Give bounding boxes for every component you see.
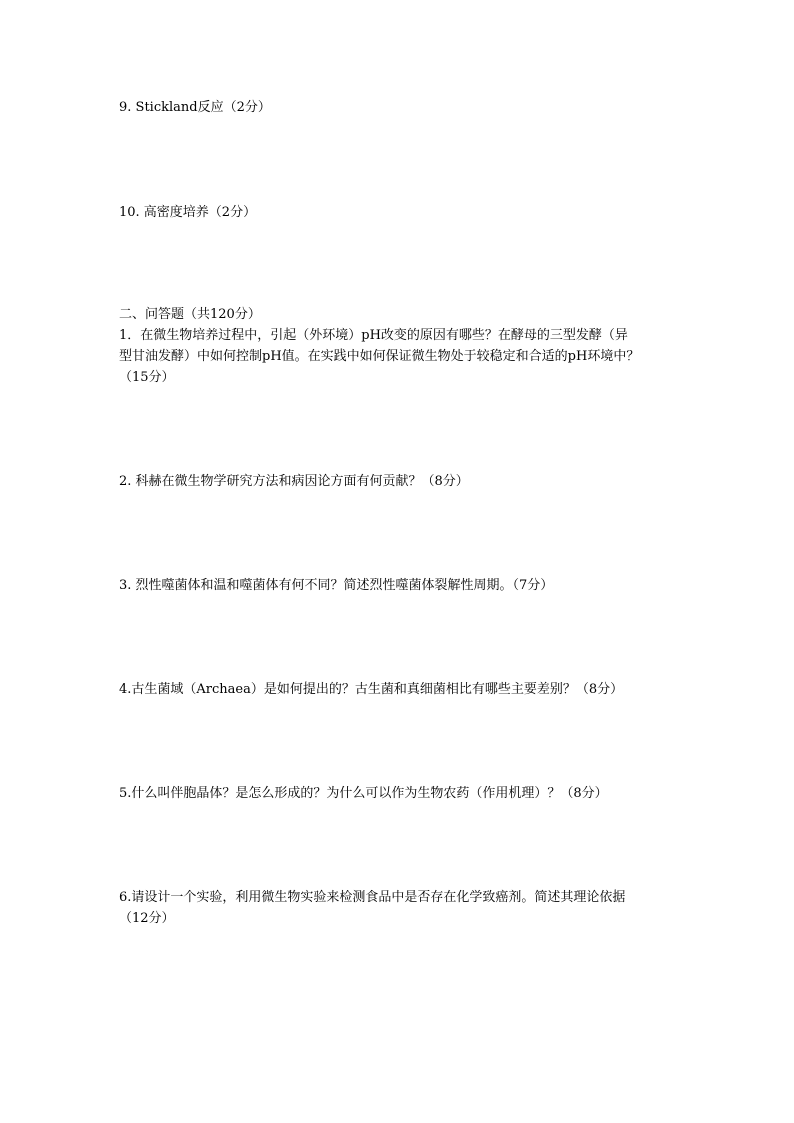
question-6-line-1: 6.请设计一个实验，利用微生物实验来检测食品中是否存在化学致癌剂。简述其理论依据 bbox=[119, 890, 626, 905]
question-1-line-1: 1．在微生物培养过程中，引起（外环境）pH改变的原因有哪些？在酵母的三型发酵（异 bbox=[119, 328, 628, 343]
term-item-10: 10. 高密度培养（2分） bbox=[119, 205, 257, 220]
question-1-line-3: （15分） bbox=[119, 370, 175, 385]
question-3: 3. 烈性噬菌体和温和噬菌体有何不同？简述烈性噬菌体裂解性周期。（7分） bbox=[119, 578, 554, 593]
term-item-9: 9. Stickland反应（2分） bbox=[119, 100, 271, 115]
question-2: 2. 科赫在微生物学研究方法和病因论方面有何贡献？（8分） bbox=[119, 474, 469, 489]
question-6 bbox=[119, 887, 689, 929]
question-6-line-2: （12分） bbox=[119, 911, 175, 926]
question-5: 5.什么叫伴胞晶体？是怎么形成的？为什么可以作为生物农药（作用机理）？（8分） bbox=[119, 786, 608, 801]
question-1 bbox=[119, 325, 689, 388]
section-heading: 二、问答题（共120分） bbox=[119, 307, 261, 322]
question-4: 4.古生菌域（Archaea）是如何提出的？古生菌和真细菌相比有哪些主要差别？（8分） bbox=[119, 682, 624, 697]
question-1-line-2: 型甘油发酵）中如何控制pH值。在实践中如何保证微生物处于较稳定和合适的pH环境中？ bbox=[119, 349, 640, 364]
